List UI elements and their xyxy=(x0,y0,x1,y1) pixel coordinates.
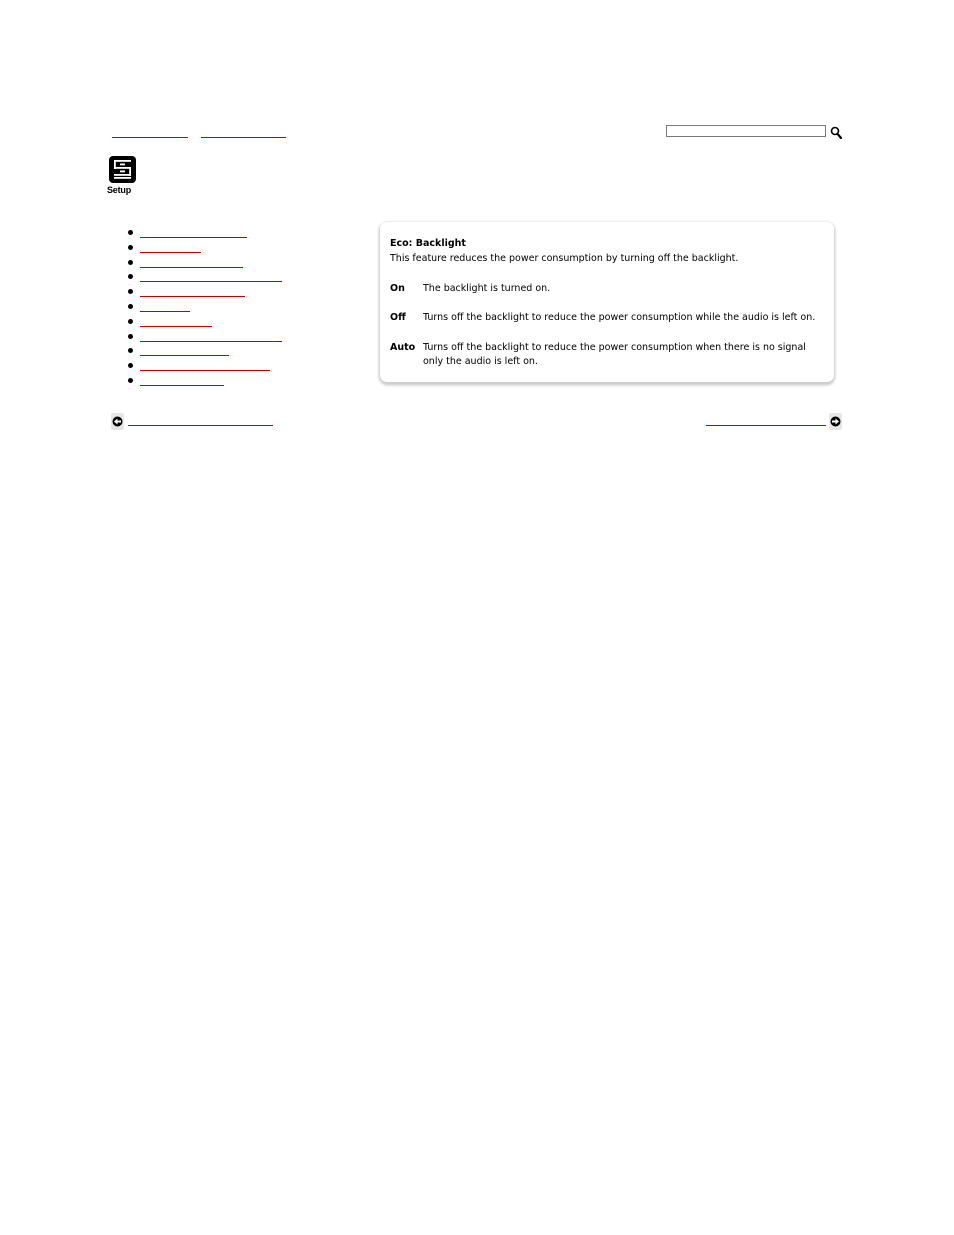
option-term-auto: Auto xyxy=(390,342,416,353)
content-card xyxy=(380,222,834,382)
arrow-right-icon[interactable] xyxy=(829,413,842,430)
bullet-icon xyxy=(128,378,133,383)
bullet-icon xyxy=(128,230,133,235)
next-page-link[interactable] xyxy=(706,425,826,426)
bullet-icon xyxy=(128,334,133,339)
nav-link[interactable] xyxy=(140,341,282,342)
option-term-off: Off xyxy=(390,312,406,323)
bullet-icon xyxy=(128,348,133,353)
arrow-left-icon[interactable] xyxy=(111,413,124,430)
card-description: This feature reduces the power consumption by turning off the backlight. xyxy=(390,253,739,264)
magnifier-icon[interactable] xyxy=(830,124,842,137)
breadcrumb-link-1[interactable] xyxy=(112,127,188,138)
bullet-icon xyxy=(128,260,133,265)
option-desc-auto: Turns off the backlight to reduce the power consumption when there is no signal only the audio is left on. xyxy=(423,342,806,367)
bullet-icon xyxy=(128,245,133,250)
option-desc-off: Turns off the backlight to reduce the power consumption while the audio is left on. xyxy=(423,312,816,323)
bullet-icon xyxy=(128,274,133,279)
nav-link[interactable] xyxy=(140,311,190,312)
previous-page-link[interactable] xyxy=(128,425,273,426)
breadcrumb-link-2[interactable] xyxy=(201,127,286,138)
option-desc-on: The backlight is turned on. xyxy=(423,283,551,294)
bullet-icon xyxy=(128,289,133,294)
nav-link[interactable] xyxy=(140,296,245,297)
nav-link[interactable] xyxy=(140,267,243,268)
card-title: Eco: Backlight xyxy=(390,238,466,249)
setup-icon xyxy=(109,156,136,183)
nav-link[interactable] xyxy=(140,326,212,327)
nav-link[interactable] xyxy=(140,281,282,282)
nav-link[interactable] xyxy=(140,237,247,238)
bullet-icon xyxy=(128,363,133,368)
bullet-icon xyxy=(128,319,133,324)
search-input[interactable] xyxy=(666,125,826,137)
section-label: Setup xyxy=(107,185,132,195)
nav-link[interactable] xyxy=(140,370,270,371)
bullet-icon xyxy=(128,304,133,309)
nav-link[interactable] xyxy=(140,385,224,386)
nav-link[interactable] xyxy=(140,252,201,253)
option-term-on: On xyxy=(390,283,405,294)
nav-link[interactable] xyxy=(140,355,229,356)
